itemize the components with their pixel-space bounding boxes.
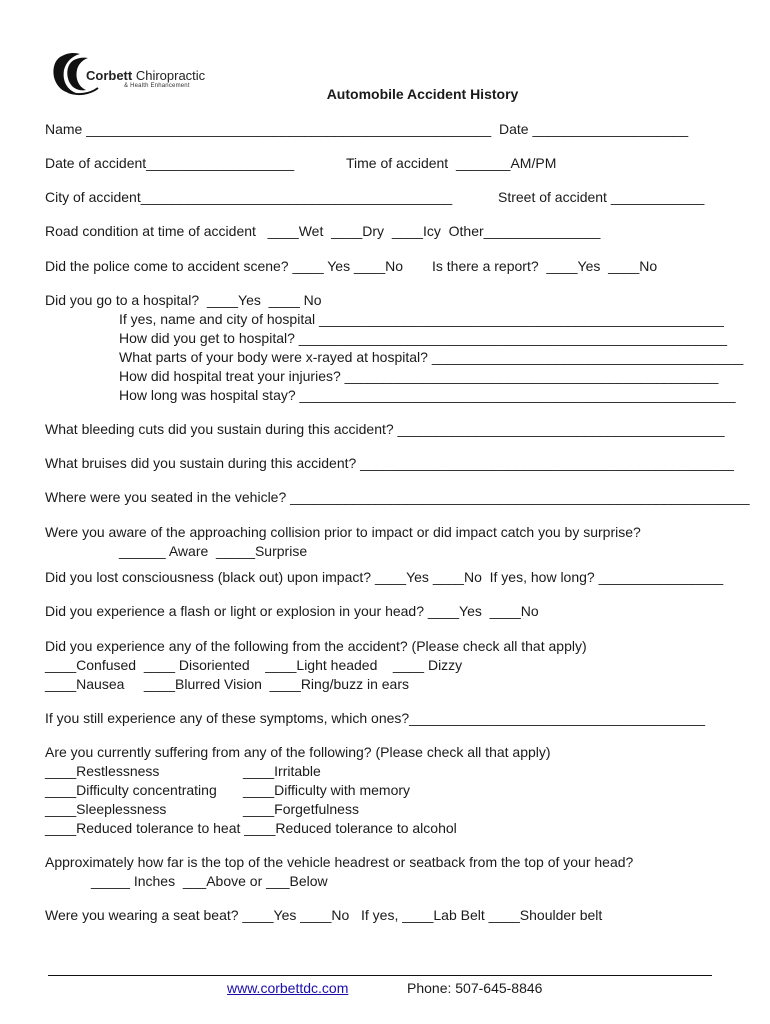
form-line-report[interactable]: Is there a report? ____Yes ____No	[432, 258, 658, 274]
form-line-city-of-accident[interactable]: City of accident________________________________________	[45, 189, 453, 205]
form-line-time-of-accident[interactable]: Time of accident _______AM/PM	[346, 155, 557, 171]
form-line-seatbelt[interactable]: Were you wearing a seat beat? ____Yes ____No If yes, ____Lab Belt ____Shoulder belt	[45, 907, 603, 923]
form-line-police-came[interactable]: Did the police come to accident scene? ____ Yes ____No	[45, 258, 404, 274]
form-line-name[interactable]: Name ____________________________________________________	[45, 121, 492, 137]
footer-divider	[48, 975, 712, 976]
form-line-aware[interactable]: Were you aware of the approaching collision prior to impact or did impact catch you by surprise?	[45, 524, 641, 540]
form-line-hospital-stay[interactable]: How long was hospital stay? ________________________________________________________	[119, 387, 736, 403]
form-line-consciousness[interactable]: Did you lost consciousness (black out) upon impact? ____Yes ____No If yes, how long? ________________	[45, 569, 724, 585]
form-line-date[interactable]: Date ____________________	[499, 121, 689, 137]
form-line-bruises[interactable]: What bruises did you sustain during this accident? ________________________________________________	[45, 455, 734, 471]
form-line-headrest-options[interactable]: _____ Inches ___Above or ___Below	[91, 873, 328, 889]
form-line-date-of-accident[interactable]: Date of accident___________________	[45, 155, 295, 171]
footer-website-link[interactable]: www.corbettdc.com	[227, 980, 349, 996]
form-line-flash[interactable]: Did you experience a flash or light or explosion in your head? ____Yes ____No	[45, 603, 539, 619]
form-line-suffer-7[interactable]: ____Reduced tolerance to heat ____Reduced tolerance to alcohol	[45, 820, 457, 836]
form-line-still-experience[interactable]: If you still experience any of these symptoms, which ones?______________________________________	[45, 710, 706, 726]
form-line-seated[interactable]: Where were you seated in the vehicle? ___________________________________________________________	[45, 489, 750, 505]
logo-tagline: & Health Enhancement	[124, 83, 190, 89]
form-line-symptoms-q[interactable]: Did you experience any of the following from the accident? (Please check all that apply)	[45, 638, 587, 654]
form-line-road-condition[interactable]: Road condition at time of accident ____Wet ____Dry ____Icy Other_______________	[45, 223, 601, 239]
form-line-suffer-4[interactable]: ____Difficulty with memory	[243, 782, 411, 798]
page-title: Automobile Accident History	[326, 86, 519, 102]
form-line-suffering-q[interactable]: Are you currently suffering from any of the following? (Please check all that apply)	[45, 744, 551, 760]
form-line-bleeding-cuts[interactable]: What bleeding cuts did you sustain during this accident? __________________________________________	[45, 421, 725, 437]
form-line-suffer-5[interactable]: ____Sleeplessness	[45, 801, 167, 817]
footer-phone: Phone: 507-645-8846	[407, 980, 543, 996]
form-line-suffer-6[interactable]: ____Forgetfulness	[243, 801, 359, 817]
form-line-symptoms-row2[interactable]: ____Nausea ____Blurred Vision ____Ring/buzz in ears	[45, 676, 409, 692]
form-line-street-of-accident[interactable]: Street of accident ____________	[498, 189, 705, 205]
form-line-get-to-hospital[interactable]: How did you get to hospital? _______________________________________________________	[119, 330, 728, 346]
form-line-headrest-q[interactable]: Approximately how far is the top of the vehicle headrest or seatback from the top of your head?	[45, 854, 634, 870]
form-line-symptoms-row1[interactable]: ____Confused ____ Disoriented ____Light headed ____ Dizzy	[45, 657, 463, 673]
form-line-suffer-3[interactable]: ____Difficulty concentrating	[45, 782, 217, 798]
logo-brand: Corbett Chiropractic	[86, 68, 206, 83]
form-line-xrayed[interactable]: What parts of your body were x-rayed at hospital? ________________________________________	[119, 349, 744, 365]
form-line-aware-options[interactable]: ______ Aware _____Surprise	[119, 543, 308, 559]
form-line-hospital-name-city[interactable]: If yes, name and city of hospital ____________________________________________________	[119, 311, 724, 327]
form-line-hospital[interactable]: Did you go to a hospital? ____Yes ____ No	[45, 292, 322, 308]
form-line-treat-injuries[interactable]: How did hospital treat your injuries? ________________________________________________	[119, 368, 719, 384]
form-line-suffer-1[interactable]: ____Restlessness	[45, 763, 160, 779]
form-line-suffer-2[interactable]: ____Irritable	[243, 763, 321, 779]
